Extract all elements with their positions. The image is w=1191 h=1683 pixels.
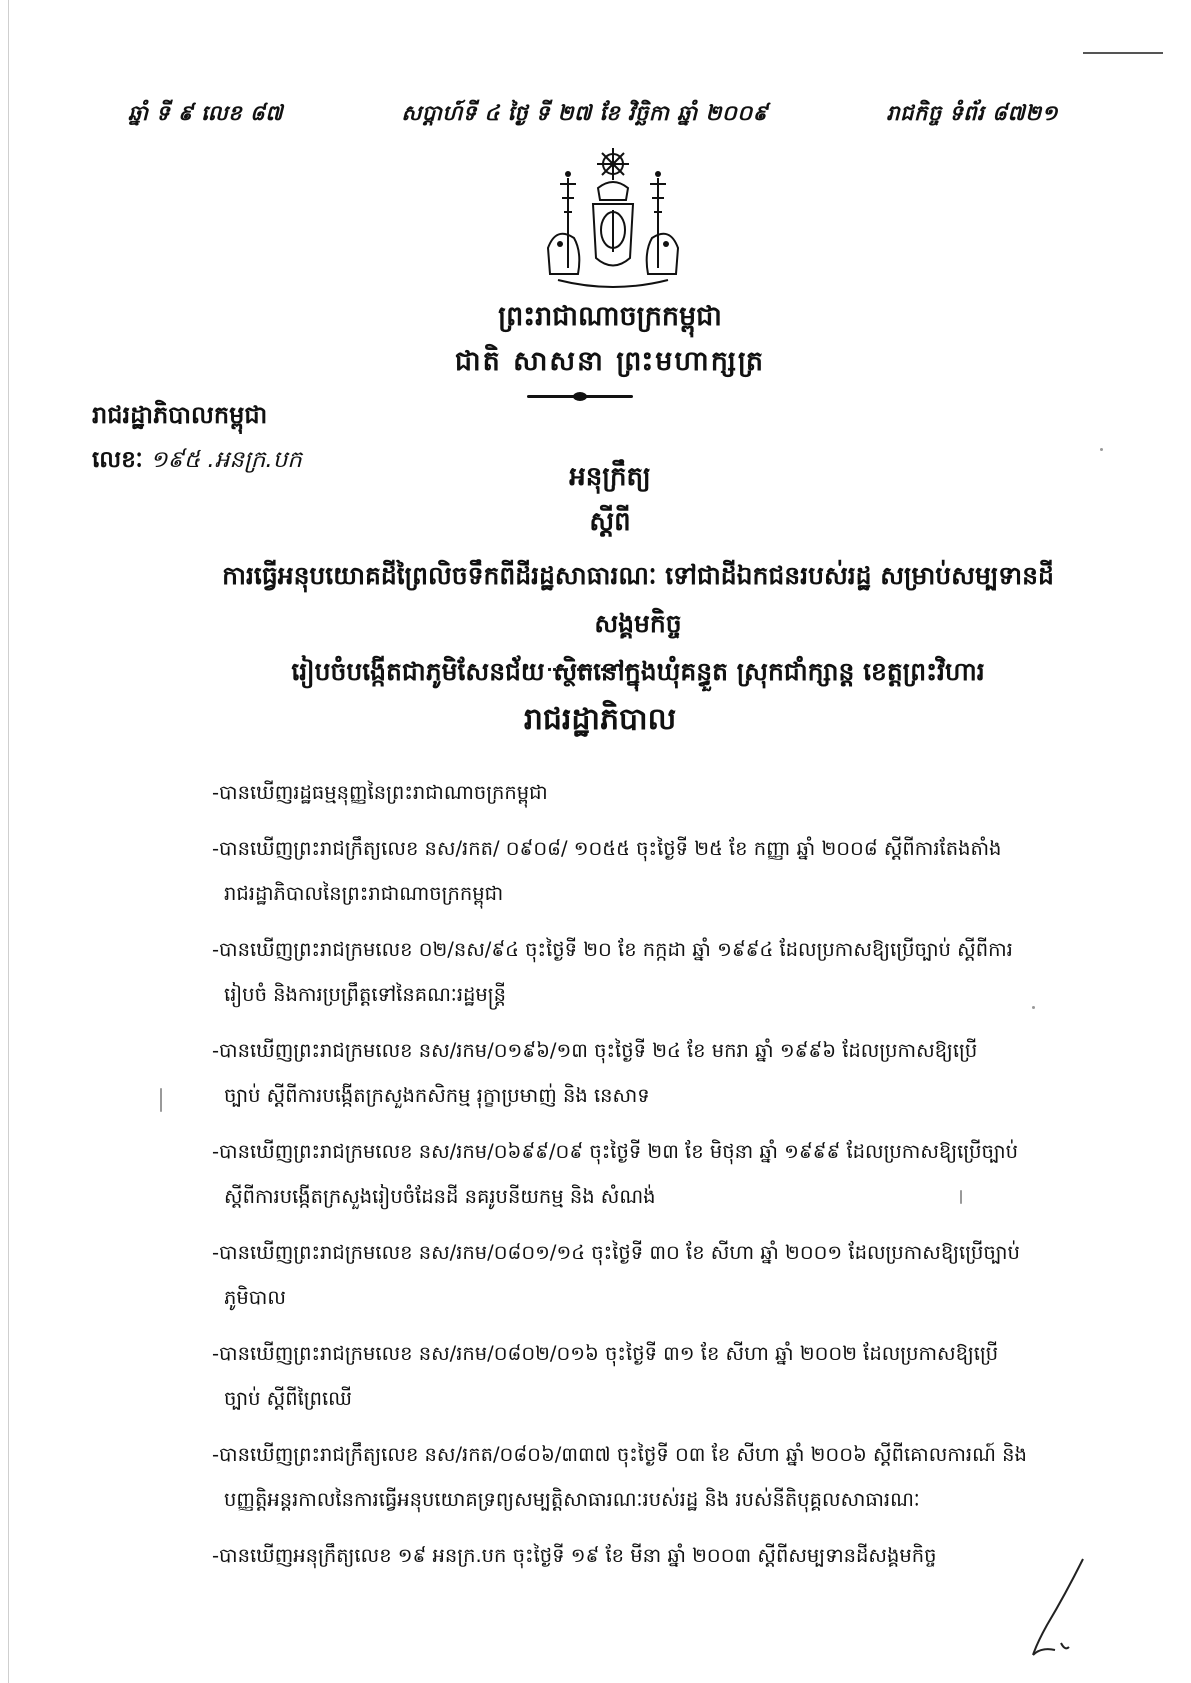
preamble-clause <box>212 927 1067 1017</box>
top-dash-mark <box>1083 52 1163 54</box>
clause-line: ច្បាប់ ស្តីពីការបង្កើតក្រសួងកសិកម្ម រុក្ខាប្រមាញ់ និង នេសាទ <box>224 1084 650 1107</box>
subject-line-2: រៀបចំបង្កើតជាភូមិសែនជ័យ ស្ថិតនៅក្នុងឃុំគន្ធួត ស្រុកជាំក្សាន្ត ខេត្តព្រះវិហារ <box>291 657 985 686</box>
scan-speck <box>160 1088 162 1112</box>
clause-line: ភូមិបាល <box>224 1286 286 1309</box>
gazette-header <box>128 100 1058 131</box>
scan-speck <box>1100 448 1103 451</box>
gazette-issue: ឆ្នាំ ទី ៩ លេខ ៨៧ <box>128 101 284 125</box>
gazette-date: សប្តាហ៍ទី ៤ ថ្ងៃ ទី ២៧ ខែ វិច្ឆិកា ឆ្នាំ ២០០៩ <box>401 101 768 125</box>
subject-divider <box>548 668 628 671</box>
kingdom-motto: ជាតិ សាសនា ព្រះមហាក្សត្រ <box>454 346 766 377</box>
clause-line: -បានឃើញព្រះរាជក្រមលេខ នស/រកម/០៨០២/០១៦ ចុះថ្ងៃទី ៣១ ខែ សីហា ឆ្នាំ ២០០២ ដែលប្រកាសឱ្យប្រើ <box>212 1342 999 1365</box>
ornament-divider <box>527 395 633 398</box>
scan-speck <box>960 1190 962 1204</box>
reference-label: លេខៈ <box>92 447 143 473</box>
preamble-clause <box>212 770 1067 815</box>
clause-line: បញ្ញត្តិអន្តរកាលនៃការធ្វើអនុបយោគទ្រព្យសម្បត្តិសាធារណៈរបស់រដ្ឋ និង របស់នីតិបុគ្គលសាធារណៈ <box>224 1488 920 1511</box>
reference-number <box>92 446 302 479</box>
clause-line: -បានឃើញអនុក្រឹត្យលេខ ១៩ អនក្រ.បក ចុះថ្ងៃទី ១៩ ខែ មីនា ឆ្នាំ ២០០៣ ស្តីពីសម្បទានដីសង្គមកិច្ច <box>212 1544 937 1567</box>
document-type: អនុក្រឹត្យ <box>569 462 651 492</box>
preamble-clause <box>212 1129 1067 1219</box>
preamble-clause <box>212 1230 1067 1320</box>
scan-speck <box>1032 1006 1035 1009</box>
clause-line: -បានឃើញព្រះរាជក្រឹត្យលេខ នស/រកត/០៨០៦/៣៣៧ ចុះថ្ងៃទី ០៣ ខែ សីហា ឆ្នាំ ២០០៦ ស្តីពីគោលការណ៍ និង <box>212 1443 1027 1466</box>
preamble-clause <box>212 1432 1067 1522</box>
clause-line: ស្តីពីការបង្កើតក្រសួងរៀបចំដែនដី នគរូបនីយកម្ម និង សំណង់ <box>224 1185 656 1208</box>
preamble-clauses <box>212 770 1067 1589</box>
government-heading: រាជរដ្ឋាភិបាល <box>523 702 677 737</box>
document-on-label: ស្តីពី <box>589 507 631 537</box>
royal-coat-of-arms-icon <box>538 148 688 290</box>
preamble-clause <box>212 1331 1067 1421</box>
clause-line: -បានឃើញព្រះរាជក្រមលេខ នស/រកម/០៦៩៩/០៩ ចុះថ្ងៃទី ២៣ ខែ មិថុនា ឆ្នាំ ១៩៩៩ ដែលប្រកាសឱ្យប្រើច្បាប់ <box>212 1140 1018 1163</box>
gazette-page-number: រាជកិច្ច ទំព័រ ៨៧២១ <box>886 101 1058 125</box>
clause-line: ច្បាប់ ស្តីពីព្រៃឈើ <box>224 1387 352 1410</box>
preamble-clause <box>212 826 1067 916</box>
preamble-clause <box>212 1028 1067 1118</box>
preamble-clause <box>212 1533 1067 1578</box>
clause-line: -បានឃើញព្រះរាជក្រមលេខ ០២/នស/៩៤ ចុះថ្ងៃទី ២០ ខែ កក្កដា ឆ្នាំ ១៩៩៤ ដែលប្រកាសឱ្យប្រើច្បាប់ ស្តីពីការ <box>212 938 1013 961</box>
reference-value: ១៩៥ .អនក្រ.បក <box>150 447 302 473</box>
clause-line: -បានឃើញព្រះរាជក្រមលេខ នស/រកម/០១៩៦/១៣ ចុះថ្ងៃទី ២៤ ខែ មករា ឆ្នាំ ១៩៩៦ ដែលប្រកាសឱ្យប្រើ <box>212 1039 978 1062</box>
clause-line: -បានឃើញព្រះរាជក្រមលេខ នស/រកម/០៨០១/១៤ ចុះថ្ងៃទី ៣០ ខែ សីហា ឆ្នាំ ២០០១ ដែលប្រកាសឱ្យប្រើច្បាប់ <box>212 1241 1020 1264</box>
handwritten-signature <box>1025 1555 1095 1660</box>
scan-edge-line <box>8 0 9 1683</box>
kingdom-name: ព្រះរាជាណាចក្រកម្ពុជា <box>498 301 722 332</box>
clause-line: រាជរដ្ឋាភិបាលនៃព្រះរាជាណាចក្រកម្ពុជា <box>224 882 504 905</box>
clause-line: -បានឃើញរដ្ឋធម្មនុញ្ញនៃព្រះរាជាណាចក្រកម្ពុជា <box>212 781 548 804</box>
subject-line-1: ការធ្វើអនុបយោគដីព្រៃលិចទឹកពីដីរដ្ឋសាធារណៈ ទៅជាដីឯកជនរបស់រដ្ឋ សម្រាប់សម្បទានដីសង្គមកិច្ច <box>222 561 1054 638</box>
clause-line: រៀបចំ និងការប្រព្រឹត្តទៅនៃគណៈរដ្ឋមន្ត្រី <box>224 983 506 1006</box>
issuer-name: រាជរដ្ឋាភិបាលកម្ពុជា <box>92 401 268 429</box>
clause-line: -បានឃើញព្រះរាជក្រឹត្យលេខ នស/រកត/ ០៩០៨/ ១០៥៥ ចុះថ្ងៃទី ២៥ ខែ កញ្ញា ឆ្នាំ ២០០៨ ស្តីពីការតែងតាំង <box>212 837 1002 860</box>
document-subject <box>218 552 1058 696</box>
